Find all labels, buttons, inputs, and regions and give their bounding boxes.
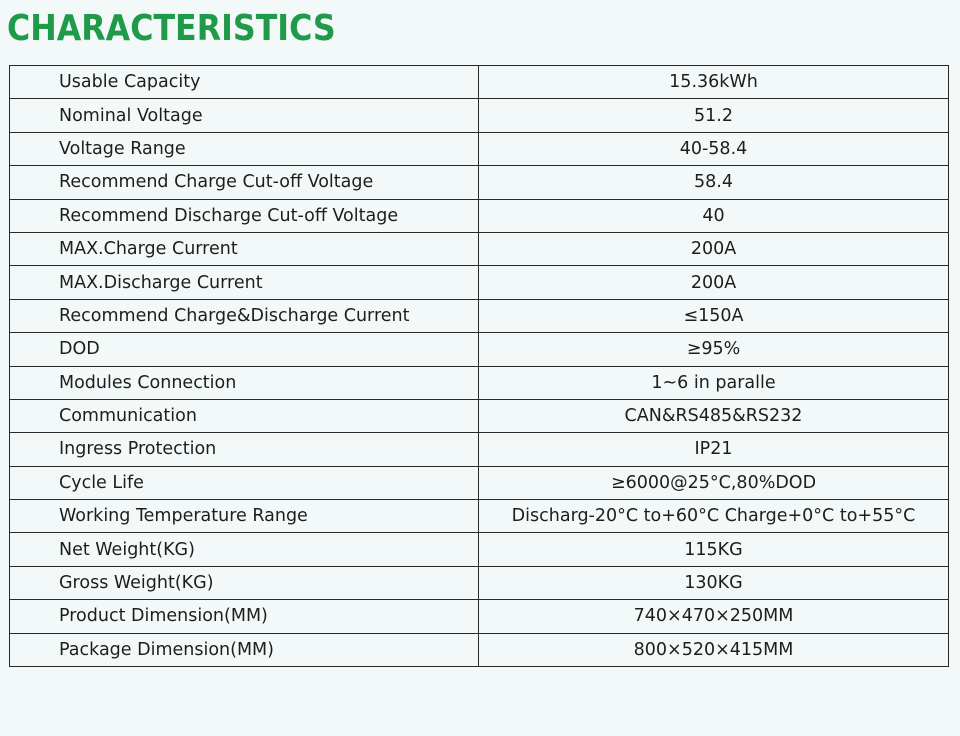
- table-row: [10, 633, 949, 666]
- table-row: [10, 232, 949, 265]
- table-row: [10, 566, 949, 599]
- spec-label: Voltage Range: [10, 132, 479, 165]
- spec-label: Recommend Charge Cut-off Voltage: [10, 166, 479, 199]
- spec-value: 40-58.4: [479, 132, 949, 165]
- spec-label: Recommend Discharge Cut-off Voltage: [10, 199, 479, 232]
- table-row: [10, 333, 949, 366]
- table-row: [10, 466, 949, 499]
- spec-label: Product Dimension(MM): [10, 600, 479, 633]
- spec-label: Recommend Charge&Discharge Current: [10, 299, 479, 332]
- table-row: [10, 132, 949, 165]
- spec-value: ≥95%: [479, 333, 949, 366]
- spec-value: 115KG: [479, 533, 949, 566]
- spec-value: 1~6 in paralle: [479, 366, 949, 399]
- spec-value: 15.36kWh: [479, 66, 949, 99]
- table-row: [10, 299, 949, 332]
- spec-value: IP21: [479, 433, 949, 466]
- spec-label: Nominal Voltage: [10, 99, 479, 132]
- table-row: [10, 366, 949, 399]
- table-row: [10, 266, 949, 299]
- spec-label: DOD: [10, 333, 479, 366]
- spec-label: MAX.Discharge Current: [10, 266, 479, 299]
- table-row: [10, 99, 949, 132]
- table-row: [10, 199, 949, 232]
- spec-value: 40: [479, 199, 949, 232]
- spec-value: 800×520×415MM: [479, 633, 949, 666]
- table-row: [10, 433, 949, 466]
- spec-label: Working Temperature Range: [10, 500, 479, 533]
- spec-label: Usable Capacity: [10, 66, 479, 99]
- table-row: [10, 600, 949, 633]
- table-row: [10, 166, 949, 199]
- spec-value: ≥6000@25°C,80%DOD: [479, 466, 949, 499]
- spec-label: Communication: [10, 399, 479, 432]
- spec-label: Net Weight(KG): [10, 533, 479, 566]
- page-title: CHARACTERISTICS: [7, 8, 336, 49]
- spec-value: 130KG: [479, 566, 949, 599]
- table-row: [10, 399, 949, 432]
- spec-value: ≤150A: [479, 299, 949, 332]
- characteristics-table: [9, 65, 949, 667]
- spec-value: 200A: [479, 232, 949, 265]
- spec-value: 740×470×250MM: [479, 600, 949, 633]
- spec-label: Package Dimension(MM): [10, 633, 479, 666]
- spec-label: Modules Connection: [10, 366, 479, 399]
- spec-value: 200A: [479, 266, 949, 299]
- spec-label: Cycle Life: [10, 466, 479, 499]
- table-row: [10, 533, 949, 566]
- table-row: [10, 500, 949, 533]
- spec-value: 58.4: [479, 166, 949, 199]
- spec-value: 51.2: [479, 99, 949, 132]
- spec-label: Ingress Protection: [10, 433, 479, 466]
- spec-label: Gross Weight(KG): [10, 566, 479, 599]
- spec-value: Discharg-20°C to+60°C Charge+0°C to+55°C: [479, 500, 949, 533]
- spec-value: CAN&RS485&RS232: [479, 399, 949, 432]
- table-row: [10, 66, 949, 99]
- spec-label: MAX.Charge Current: [10, 232, 479, 265]
